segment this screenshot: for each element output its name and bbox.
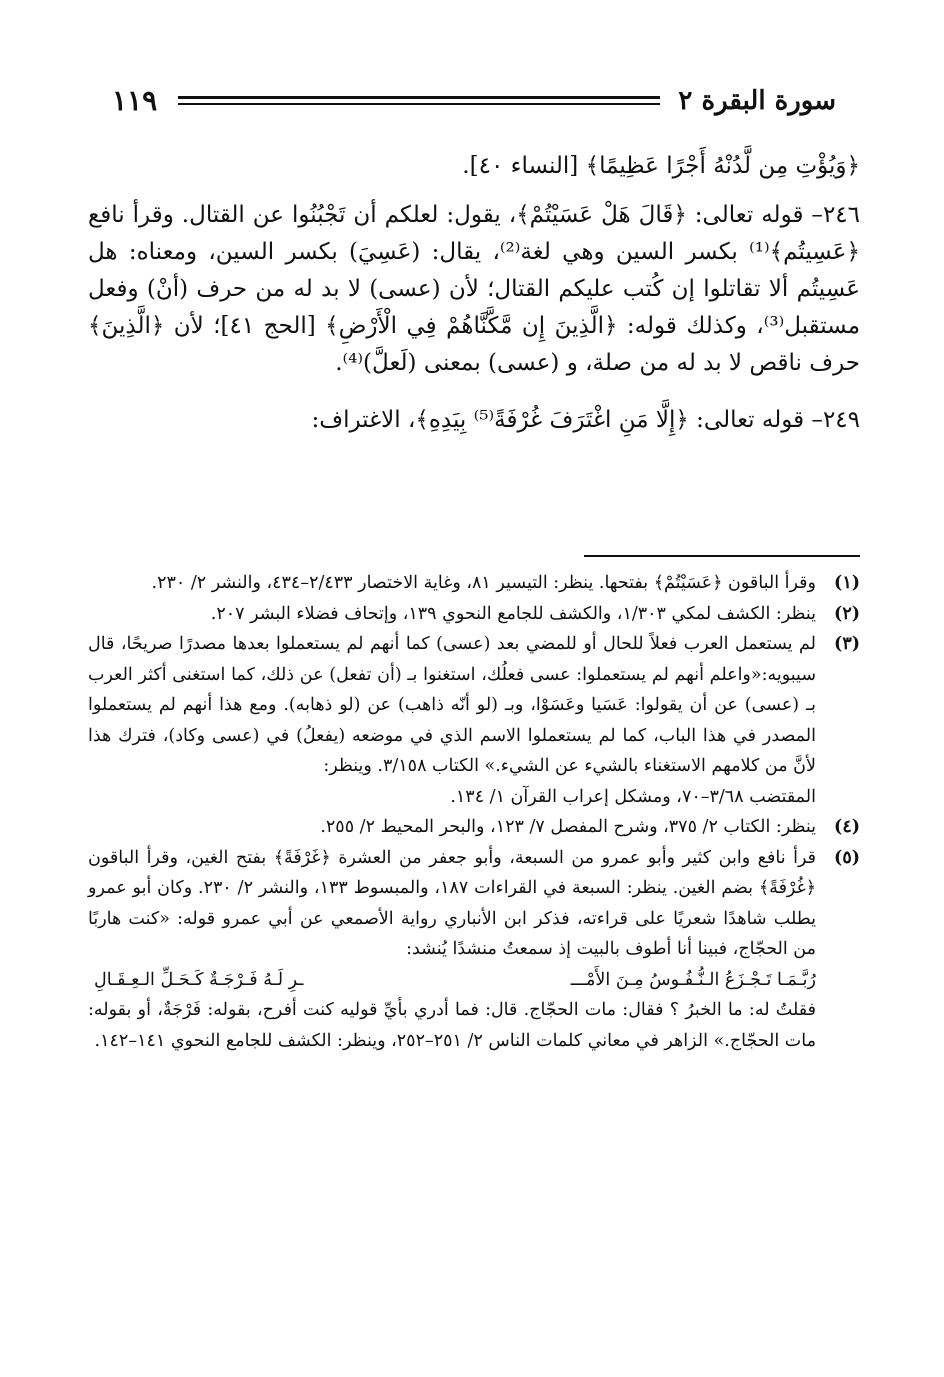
verse-continuation: ﴿وَيُؤْتِ مِن لَّدُنْهُ أَجْرًا عَظِيمًا﴾ [النساء ٤٠].	[462, 153, 860, 179]
poem-hemistich-first: رُبَّـمَـا تَـجْـزَعُ الـنُّـفُـوسُ مِـنَ الأَمْـــ	[570, 969, 816, 990]
poem-verse	[88, 965, 816, 996]
footnote-separator	[584, 555, 860, 557]
surah-title: سورة البقرة ٢	[678, 86, 836, 116]
footnote-4	[88, 812, 860, 843]
header-rule-top	[178, 96, 660, 99]
footnote-text: ينظر: الكشف لمكي ١/٣٠٣، والكشف للجامع النحوي ١٣٩، وإتحاف فضلاء البشر ٢٠٧.	[210, 603, 816, 624]
footnote-text: لم يستعمل العرب فعلاً للحال أو للمضي بعد (عسى) كما أنهم لم يستعملوا بعدها مصدرًا صريحًا، قال سيبويه:«واعلم أنهم لم يستعملوا: عسى فعلُك، استغنوا بـ (أن تفعل) عن ذلك، كما استغنى أكثر العرب بـ (عسى) عن أن يقولوا: عَسَيا وعَسَوْا، وبـ (لو أنّه ذاهب) عن (لو ذهابه). ومع هذا أنهم لم يستعملوا المصدر في هذا الباب، كما لم يستعملوا الاسم الذي في موضعه (يفعلُ) في (عسى وكاد)، فترك هذا لأنَّ من كلامهم الاستغناء بالشيء عن الشيء.» الكتاب ٣/١٥٨. وينظر:	[88, 634, 816, 776]
footnote-text-continued: المقتضب ٣/٦٨–٧٠، ومشكل إعراب القرآن ١/ ١٣٤.	[450, 786, 816, 807]
footnote-5	[88, 843, 860, 1057]
commentary-246: ٢٤٦– قوله تعالى: ﴿قَالَ هَلْ عَسَيْتُمْ﴾، يقول: لعلكم أن تَجْبُنُوا عن القتال. وقرأ نافع ﴿عَسِيتُم﴾⁽¹⁾ بكسر السين وهي لغة⁽²⁾، يقال: (عَسِيَ) بكسر السين، ومعناه: هل عَسِيتُم ألا تقاتلوا إن كُتب عليكم القتال؛ لأن (عسى) لا بد له من حرف (أنْ) وفعل مستقبل⁽³⁾، وكذلك قوله: ﴿الَّذِينَ إِن مَّكَّنَّاهُمْ فِي الْأَرْضِ﴾ [الحج ٤١]؛ لأن ﴿الَّذِينَ﴾ حرف ناقص لا بد له من صلة، و (عسى) بمعنى (لَعلَّ)⁽⁴⁾.	[88, 202, 861, 376]
footnote-text: وقرأ الباقون ﴿عَسَيْتُمْ﴾ بفتحها. ينظر: التيسير ٨١، وغاية الاختصار ٢/٤٣٣–٤٣٤، والنشر ٢/ ٢٣٠.	[151, 573, 816, 593]
footnote-number: (٢)	[834, 603, 860, 624]
footnote-2	[88, 599, 860, 630]
footnote-number: (٣)	[834, 634, 860, 654]
running-header	[112, 82, 836, 122]
commentary-249: ٢٤٩– قوله تعالى: ﴿إِلَّا مَنِ اغْتَرَفَ غُرْفَةً⁽⁵⁾ بِيَدِهِ﴾، الاغتراف:	[311, 407, 860, 433]
footnote-3	[88, 629, 860, 812]
footnote-text-continued: فقلتُ له: ما الخبرُ ؟ فقال: مات الحجّاج. قال: فما أدري بأيِّ قوليه كنت أفرح، بقوله: فَرْجَةٌ، أو بقوله: مات الحجّاج.» الزاهر في معاني كلمات الناس ٢/ ٢٥١–٢٥٢، وينظر: الكشف للجامع النحوي ١٤١–١٤٢.	[88, 1000, 816, 1051]
footnote-number: (٤)	[834, 817, 860, 837]
poem-hemistich-second: ـرِ لَـهُ فَـرْجَـةٌ كَـحَـلِّ الـعِـقَـالِ	[94, 969, 304, 990]
footnote-1	[88, 568, 860, 599]
footnotes	[88, 568, 860, 1056]
header-rule-bottom	[178, 103, 660, 105]
page-number: ١١٩	[112, 84, 158, 117]
footnote-text: قرأ نافع وابن كثير وأبو عمرو من السبعة، وأبو جعفر من العشرة ﴿غَرْفَةً﴾ بفتح الغين، وقرأ الباقون ﴿غُرْفَةً﴾ بضم الغين. ينظر: السبعة في القراءات ١٨٧، والمبسوط ١٣٣، والنشر ٢/ ٢٣٠. وكان أبو عمرو يطلب شاهدًا شعريًا على قراءته، فذكر ابن الأنباري رواية الأصمعي عن أبي عمرو قوله: «كنت هاربًا من الحجّاج، فبينا أنا أطوف بالبيت إذ سمعتُ منشدًا يُنشد:	[88, 847, 816, 959]
main-text	[88, 148, 860, 459]
footnote-number: (١)	[834, 573, 860, 593]
footnote-text: ينظر: الكتاب ٢/ ٣٧٥، وشرح المفصل ٧/ ١٢٣، والبحر المحيط ٢/ ٢٥٥.	[320, 817, 816, 837]
footnote-number: (٥)	[834, 847, 860, 868]
